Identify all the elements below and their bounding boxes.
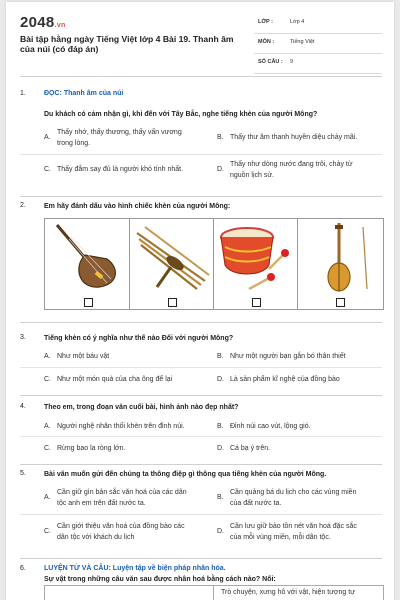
option-text: Cá bạ ý trên. xyxy=(230,445,271,452)
option-letter: A. xyxy=(44,423,51,430)
choice-cell-3 xyxy=(213,219,298,309)
fiddle-icon xyxy=(303,223,375,293)
option-letter: B. xyxy=(217,423,224,430)
divider xyxy=(20,322,382,323)
option-separator xyxy=(20,514,382,515)
choice-cell-4 xyxy=(297,219,381,309)
divider xyxy=(20,196,382,197)
option-letter: C. xyxy=(44,166,51,173)
meta-row-count xyxy=(254,54,382,74)
option-text: Thấy đắm say đủ là người khó tính nhất. xyxy=(57,166,184,173)
question-1 xyxy=(20,90,382,190)
meta-value: 9 xyxy=(290,59,294,65)
question-number: 6. xyxy=(20,565,26,572)
choice-cell-2 xyxy=(129,219,214,309)
divider xyxy=(20,464,382,465)
option-text: dân tộc với khách du lịch xyxy=(57,534,135,541)
section-heading: ĐỌC: Thanh âm của núi xyxy=(44,90,124,97)
option-text: Cần giới thiệu văn hoá của đồng bào các xyxy=(57,523,185,530)
option-letter: D. xyxy=(217,376,224,383)
option-text: Thấy thư âm thanh huyền diệu chảy mãi. xyxy=(230,134,358,141)
option-letter: B. xyxy=(217,134,224,141)
matching-right-cell: Trò chuyện, xưng hô với vật, hiện tượng tự xyxy=(221,589,355,596)
question-5 xyxy=(20,470,382,554)
option-letter: D. xyxy=(217,445,224,452)
meta-table xyxy=(254,14,382,74)
option-letter: D. xyxy=(217,166,224,173)
checkbox[interactable] xyxy=(252,298,261,307)
option-letter: B. xyxy=(217,494,224,501)
option-text: trong lòng. xyxy=(57,140,91,147)
meta-key: MÔN : xyxy=(258,39,275,45)
question-text: Du khách có cảm nhận gì, khi đến với Tây Bắc, nghe tiếng khèn của người Mông? xyxy=(44,111,318,118)
meta-row-subject xyxy=(254,34,382,54)
option-letter: A. xyxy=(44,494,51,501)
question-6 xyxy=(20,565,382,600)
option-separator xyxy=(20,154,382,155)
page-title: Bài tập hằng ngày Tiếng Việt lớp 4 Bài 19. Thanh âm của núi (có đáp án) xyxy=(20,34,234,54)
option-letter: A. xyxy=(44,134,51,141)
option-letter: B. xyxy=(217,353,224,360)
option-letter: C. xyxy=(44,376,51,383)
checkbox[interactable] xyxy=(84,298,93,307)
matching-table xyxy=(44,585,384,600)
option-text: Thấy như dòng nước đang trôi, chảy từ xyxy=(230,161,353,168)
choice-cell-1 xyxy=(45,219,130,309)
drum-icon xyxy=(219,223,293,293)
option-text: tộc anh em trên đất nước ta. xyxy=(57,500,146,507)
question-text: Sự vật trong những câu văn sau được nhân hoá bằng cách nào? Nối: xyxy=(44,576,276,583)
header xyxy=(6,2,394,70)
divider xyxy=(20,395,382,396)
question-number: 3. xyxy=(20,334,26,341)
question-number: 5. xyxy=(20,470,26,477)
meta-key: LỚP : xyxy=(258,19,273,25)
question-text: Tiếng khèn có ý nghĩa như thế nào Đối với người Mông? xyxy=(44,335,234,342)
logo-suffix: .vn xyxy=(54,22,66,29)
checkbox[interactable] xyxy=(168,298,177,307)
option-separator xyxy=(20,436,382,437)
question-3 xyxy=(20,334,382,388)
option-text: Rừng bao la ròng lớn. xyxy=(57,445,126,452)
question-2 xyxy=(20,202,382,314)
option-text: của đất nước ta. xyxy=(230,500,282,507)
question-number: 4. xyxy=(20,403,26,410)
matching-left-cell xyxy=(45,586,214,600)
option-text: Là sản phẩm kĩ nghệ của đồng bào xyxy=(230,376,340,383)
option-text: Cần giữ gìn bản sắc văn hoá của các dân xyxy=(57,489,187,496)
option-text: Người nghệ nhân thổi khèn trên đỉnh núi. xyxy=(57,423,185,430)
checkbox[interactable] xyxy=(336,298,345,307)
option-letter: D. xyxy=(217,528,224,535)
option-text: Như một người bạn gắn bó thân thiết xyxy=(230,353,346,360)
site-logo[interactable] xyxy=(20,14,66,31)
meta-row-class xyxy=(254,14,382,34)
option-text: Thấy nhớ, thấy thương, thấy vấn vương xyxy=(57,129,182,136)
meta-value: Lớp 4 xyxy=(290,19,305,25)
worksheet-page xyxy=(6,2,394,600)
khen-icon xyxy=(135,223,211,293)
question-text: Theo em, trong đoạn văn cuối bài, hình ảnh nào đẹp nhất? xyxy=(44,404,239,411)
option-text: Như một báu vật xyxy=(57,353,110,360)
divider xyxy=(20,76,382,77)
option-text: Đỉnh núi cao vút, lộng gió. xyxy=(230,423,311,430)
question-number: 1. xyxy=(20,90,26,97)
option-text: Cần lưu giữ bảo tồn nét văn hoá đặc sắc xyxy=(230,523,357,530)
question-text: Bài văn muốn gửi đến chúng ta thông điệp gì thông qua tiếng khèn của người Mông. xyxy=(44,471,327,478)
question-4 xyxy=(20,403,382,457)
option-text: nguồn lịch sử. xyxy=(230,172,274,179)
option-text: Như một món quà của cha ông để lại xyxy=(57,376,173,383)
option-letter: A. xyxy=(44,353,51,360)
image-choice-table xyxy=(44,218,384,310)
question-text: Em hãy đánh dấu vào hình chiếc khèn của người Mông: xyxy=(44,203,231,210)
question-number: 2. xyxy=(20,202,26,209)
divider xyxy=(20,558,382,559)
option-text: Cần quảng bá du lịch cho các vùng miền xyxy=(230,489,357,496)
section-heading: LUYỆN TỪ VÀ CÂU: Luyện tập về biện pháp nhân hóa. xyxy=(44,565,226,572)
option-letter: C. xyxy=(44,445,51,452)
lute-icon xyxy=(51,223,123,293)
option-text: của mỗi vùng miền, mỗi dân tộc. xyxy=(230,534,331,541)
logo-text: 2048 xyxy=(20,14,55,31)
meta-value: Tiếng Việt xyxy=(290,39,315,45)
option-letter: C. xyxy=(44,528,51,535)
meta-key: SỐ CÂU : xyxy=(258,59,283,65)
option-separator xyxy=(20,367,382,368)
